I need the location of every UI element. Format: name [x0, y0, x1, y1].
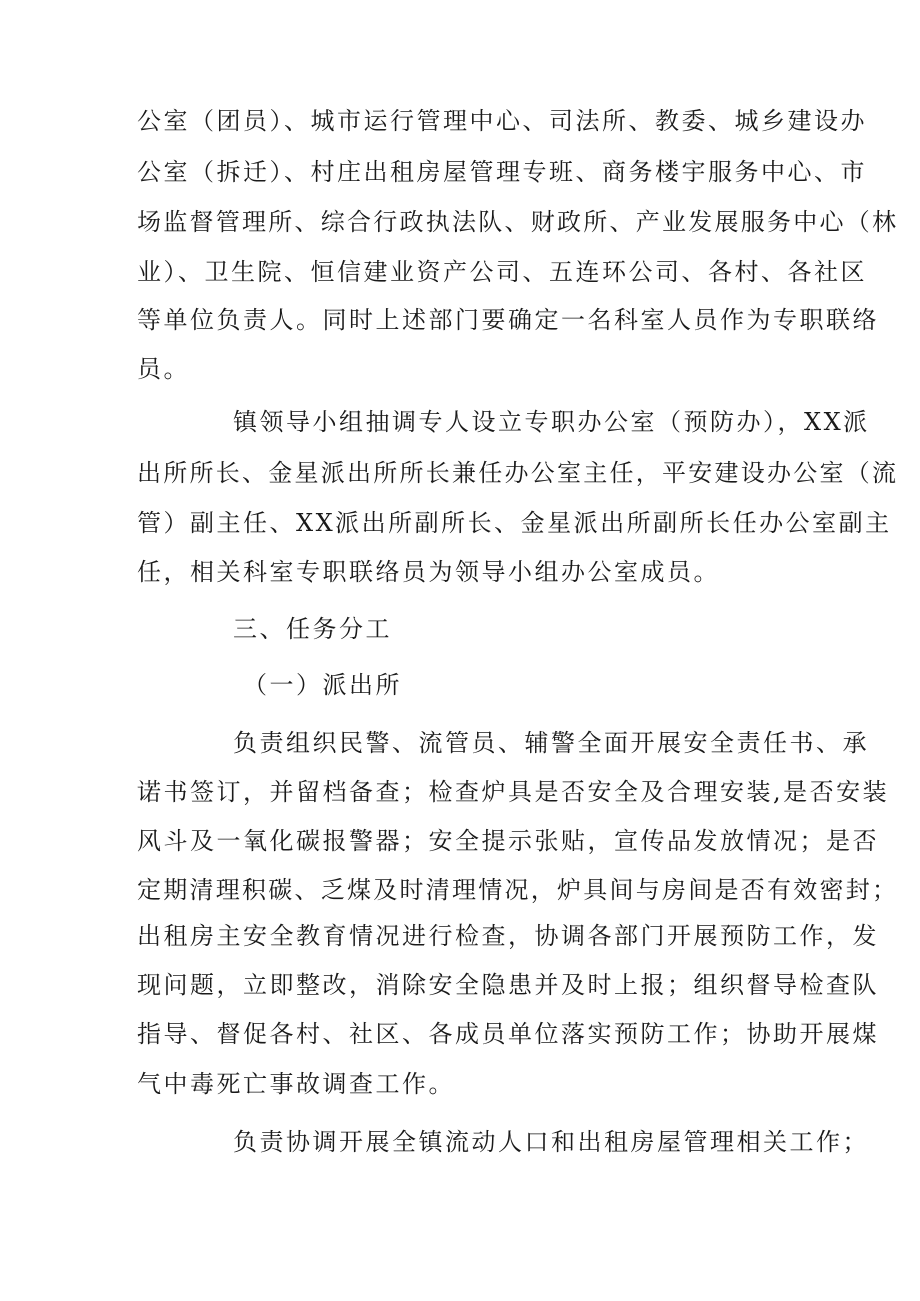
- paragraph-1-line-6: 员。: [137, 355, 190, 383]
- subsection-heading: （一）派出所: [243, 671, 402, 699]
- paragraph-2-line-1: 镇领导小组抽调专人设立专职办公室（预防办），XX派: [233, 408, 870, 436]
- paragraph-3-line-8: 气中毒死亡事故调查工作。: [137, 1070, 455, 1098]
- paragraph-3-line-7: 指导、督促各村、社区、各成员单位落实预防工作；协助开展煤: [137, 1020, 879, 1048]
- paragraph-1-line-3: 场监督管理所、综合行政执法队、财政所、产业发展服务中心（林: [137, 208, 899, 236]
- paragraph-2-line-3: 管）副主任、XX派出所副所长、金星派出所副所长任办公室副主: [137, 509, 892, 537]
- paragraph-3-line-5: 出租房主安全教育情况进行检查，协调各部门开展预防工作，发: [137, 922, 879, 950]
- paragraph-3-line-2: 诺书签订，并留档备查；检查炉具是否安全及合理安装,是否安装: [137, 778, 890, 806]
- paragraph-1-line-4: 业）、卫生院、恒信建业资产公司、五连环公司、各村、各社区: [137, 258, 867, 286]
- paragraph-1-line-1: 公室（团员）、城市运行管理中心、司法所、教委、城乡建设办: [137, 107, 867, 135]
- paragraph-1-line-5: 等单位负责人。同时上述部门要确定一名科室人员作为专职联络: [137, 306, 879, 334]
- paragraph-2-line-4: 任，相关科室专职联络员为领导小组办公室成员。: [137, 558, 720, 586]
- paragraph-3-line-4: 定期清理积碳、乏煤及时清理情况，炉具间与房间是否有效密封；: [137, 876, 899, 904]
- paragraph-3-line-3: 风斗及一氧化碳报警器；安全提示张贴，宣传品发放情况；是否: [137, 827, 879, 855]
- section-heading: 三、任务分工: [233, 615, 392, 643]
- paragraph-4-line-1: 负责协调开展全镇流动人口和出租房屋管理相关工作；: [233, 1128, 869, 1156]
- paragraph-1-line-2: 公室（拆迁）、村庄出租房屋管理专班、商务楼宇服务中心、市: [137, 158, 867, 186]
- paragraph-3-line-1: 负责组织民警、流管员、辅警全面开展安全责任书、承: [233, 729, 869, 757]
- paragraph-2-line-2: 出所所长、金星派出所所长兼任办公室主任，平安建设办公室（流: [137, 459, 899, 487]
- paragraph-3-line-6: 现问题，立即整改，消除安全隐患并及时上报；组织督导检查队: [137, 971, 879, 999]
